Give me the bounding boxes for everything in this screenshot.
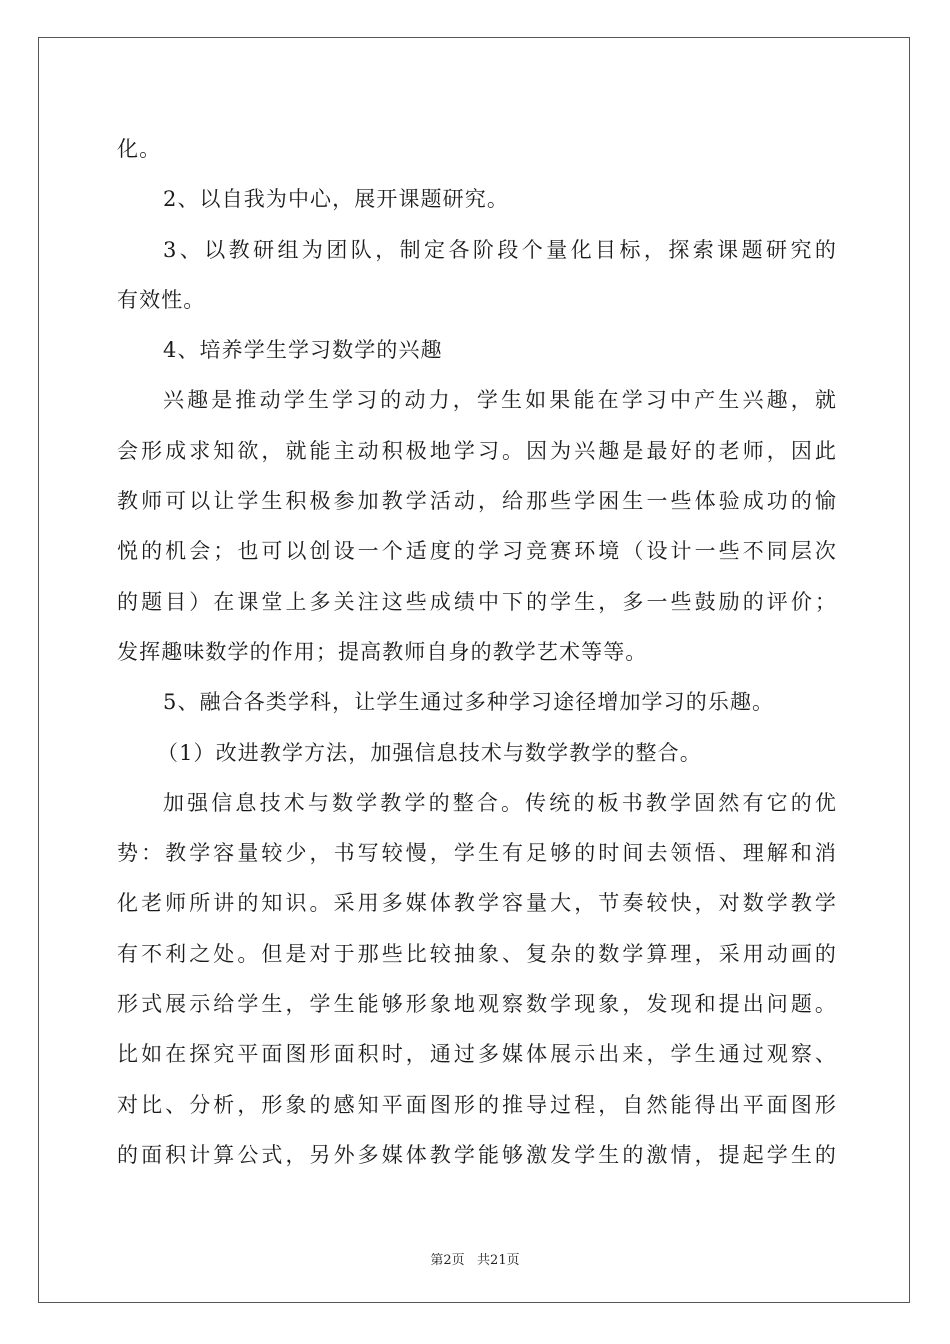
page-number-footer: 第2页 共21页 <box>430 1253 520 1268</box>
text-line: 的题目）在课堂上多关注这些成绩中下的学生，多一些鼓励的评价； <box>117 589 837 614</box>
text-line: 兴趣是推动学生学习的动力，学生如果能在学习中产生兴趣，就 <box>163 388 837 413</box>
text-line: 2、以自我为中心，展开课题研究。 <box>163 187 509 212</box>
document-body <box>117 124 837 1180</box>
text-line: （1）改进教学方法，加强信息技术与数学教学的整合。 <box>157 740 702 765</box>
text-line: 发挥趣味数学的作用；提高教师自身的教学艺术等等。 <box>117 639 648 664</box>
text-line: 加强信息技术与数学教学的整合。传统的板书教学固然有它的优 <box>163 790 837 815</box>
text-line: 形式展示给学生，学生能够形象地观察数学现象，发现和提出问题。 <box>117 992 837 1017</box>
text-line: 化老师所讲的知识。采用多媒体教学容量大，节奏较快，对数学教学 <box>117 891 837 916</box>
text-line: 有效性。 <box>117 287 206 312</box>
text-line: 对比、分析，形象的感知平面图形的推导过程，自然能得出平面图形 <box>117 1092 837 1117</box>
text-line: 5、融合各类学科，让学生通过多种学习途径增加学习的乐趣。 <box>163 690 775 715</box>
text-line: 4、培养学生学习数学的兴趣 <box>163 338 443 363</box>
text-line: 有不利之处。但是对于那些比较抽象、复杂的数学算理，采用动画的 <box>117 941 837 966</box>
text-line: 悦的机会；也可以创设一个适度的学习竞赛环境（设计一些不同层次 <box>117 539 837 564</box>
text-line: 化。 <box>117 137 162 161</box>
text-line: 比如在探究平面图形面积时，通过多媒体展示出来，学生通过观察、 <box>117 1042 837 1067</box>
text-line: 3、以教研组为团队，制定各阶段个量化目标，探索课题研究的 <box>163 237 837 262</box>
text-line: 的面积计算公式，另外多媒体教学能够激发学生的激情，提起学生的 <box>117 1142 837 1167</box>
text-line: 会形成求知欲，就能主动积极地学习。因为兴趣是最好的老师，因此 <box>117 438 837 463</box>
text-line: 教师可以让学生积极参加教学活动，给那些学困生一些体验成功的愉 <box>117 489 837 514</box>
text-line: 势：教学容量较少，书写较慢，学生有足够的时间去领悟、理解和消 <box>117 841 837 866</box>
